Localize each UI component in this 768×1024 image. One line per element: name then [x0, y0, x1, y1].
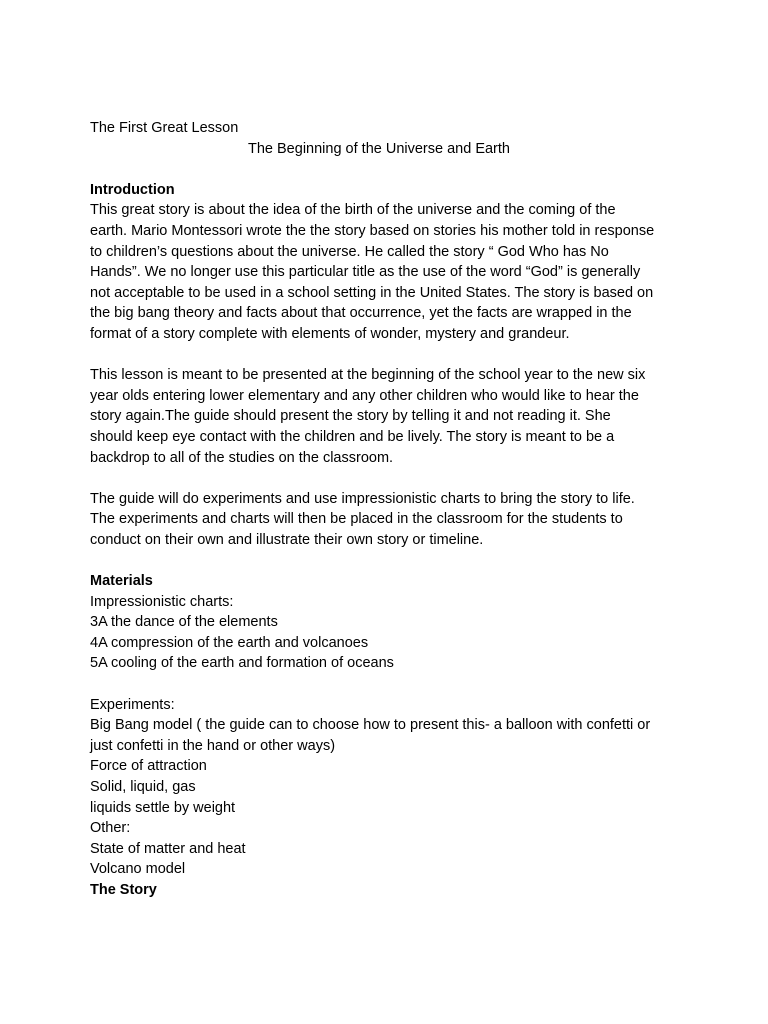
paragraph-line: story again.The guide should present the story by telling it and not reading it. She: [90, 408, 611, 425]
spacer: [90, 468, 690, 489]
paragraph-line: year olds entering lower elementary and any other children who would like to hear the: [90, 387, 639, 404]
list-item: 5A cooling of the earth and formation of oceans: [90, 655, 394, 672]
document-page: [90, 118, 690, 901]
paragraph-line: conduct on their own and illustrate their own story or timeline.: [90, 531, 484, 548]
list-item: Volcano model: [90, 861, 186, 878]
introduction-heading: Introduction: [90, 181, 175, 198]
list-item: Force of attraction: [90, 758, 207, 775]
paragraph-line: to children’s questions about the universe. He called the story “ God Who has No: [90, 243, 609, 260]
paragraph-line: Hands”. We no longer use this particular title as the use of the word “God” is generally: [90, 264, 641, 281]
list-item: just confetti in the hand or other ways): [90, 737, 336, 754]
list-item: State of matter and heat: [90, 840, 246, 857]
list-item: 3A the dance of the elements: [90, 614, 278, 631]
introduction-paragraph-1: [90, 200, 690, 344]
document-title: The Beginning of the Universe and Earth: [248, 140, 510, 157]
charts-list: [90, 612, 690, 674]
spacer: [90, 674, 690, 695]
other-label: Other:: [90, 820, 131, 837]
experiments-list: [90, 715, 690, 818]
experiments-label: Experiments:: [90, 696, 175, 713]
paragraph-line: should keep eye contact with the children and be lively. The story is meant to be a: [90, 428, 615, 445]
charts-label: Impressionistic charts:: [90, 593, 234, 610]
paragraph-line: This great story is about the idea of the birth of the universe and the coming of the: [90, 202, 616, 219]
spacer: [90, 550, 690, 571]
paragraph-line: backdrop to all of the studies on the classroom.: [90, 449, 394, 466]
list-item: 4A compression of the earth and volcanoes: [90, 634, 369, 651]
other-list: [90, 839, 690, 880]
paragraph-line: format of a story complete with elements of wonder, mystery and grandeur.: [90, 325, 570, 342]
paragraph-line: earth. Mario Montessori wrote the the story based on stories his mother told in response: [90, 222, 655, 239]
document-header: The First Great Lesson: [90, 120, 239, 136]
story-heading: The Story: [90, 881, 157, 898]
paragraph-line: The guide will do experiments and use impressionistic charts to bring the story to life.: [90, 490, 635, 507]
spacer: [90, 345, 690, 366]
list-item: liquids settle by weight: [90, 799, 236, 816]
spacer: [90, 159, 690, 180]
list-item: Solid, liquid, gas: [90, 779, 196, 795]
materials-heading: Materials: [90, 573, 153, 590]
introduction-paragraph-2: [90, 365, 690, 468]
introduction-paragraph-3: [90, 489, 690, 551]
paragraph-line: This lesson is meant to be presented at the beginning of the school year to the new six: [90, 367, 646, 384]
paragraph-line: The experiments and charts will then be placed in the classroom for the students to: [90, 511, 623, 528]
paragraph-line: not acceptable to be used in a school setting in the United States. The story is based on: [90, 284, 654, 301]
paragraph-line: the big bang theory and facts about that occurrence, yet the facts are wrapped in the: [90, 305, 632, 322]
list-item: Big Bang model ( the guide can to choose how to present this- a balloon with confetti or: [90, 717, 651, 734]
